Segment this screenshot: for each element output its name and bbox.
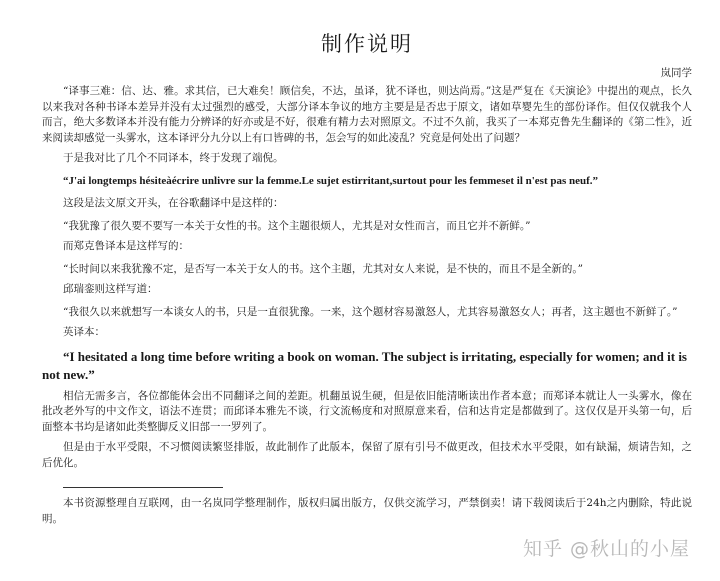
english-translation-intro: 英译本：	[63, 326, 105, 338]
conclusion-paragraph: 相信无需多言，各位都能体会出不同翻译之间的差距。机翻虽说生硬，但是依旧能清晰读出作者本意；而郑译本就让人一头雾水，像在批改老外写的中文作文，语法不连贯；而邱译本雅先不谈，行文流畅度和对照原意来看，信和达肯定是都做到了。这仅仅是开头第一句，后面整本书均是诸如此类整脚反义旧部一一罗列了。	[42, 389, 692, 433]
google-translate-quote: “我犹豫了很久要不要写一本关于女性的书。这个主题很烦人，尤其是对女性而言，而且它并不新鲜。”	[63, 219, 531, 232]
limitation-paragraph: 但是由于水平受限，不习惯阅读繁竖排版，故此制作了此版本，保留了原有引号不做更改，但技术水平受限，如有缺漏，烦请告知，之后优化。	[42, 441, 692, 469]
footnote-text: 本书资源整理自互联网，由一名岚同学整理制作，版权归属出版方，仅供交流学习，严禁倒卖！请下载阅读后于24h之内删除，特此说明。	[42, 497, 692, 525]
document-title: 制作说明	[321, 32, 413, 56]
zheng-translation-quote: “长时间以来我犹豫不定，是否写一本关于女人的书。这个主题，尤其对女人来说，是不快的，而且不是全新的。”	[63, 262, 583, 275]
french-original-quote: “J'ai longtemps hésiteàécrire unlivre sur la femme.Le sujet estirritant,surtout pour les femmeset il n'est pas neuf.”	[63, 174, 599, 187]
zheng-translation-intro: 而郑克鲁译本是这样写的：	[63, 240, 189, 252]
author-name: 岚同学	[660, 67, 692, 79]
english-translation-quote: “I hesitated a long time before writing a book on woman. The subject is irritating, especially for women; and it is not new.”	[42, 348, 687, 382]
footnote-divider	[63, 487, 223, 488]
qiu-translation-intro: 邱瑞銮则这样写道：	[63, 283, 158, 295]
watermark: 知乎 @秋山的小屋	[522, 538, 690, 560]
google-translate-intro: 这段是法文原文开头，在谷歌翻译中是这样的：	[63, 197, 284, 209]
document-page	[42, 30, 692, 527]
qiu-translation-quote: “我很久以来就想写一本谈女人的书，只是一直很犹豫。一来，这个题材容易激怒人，尤其容易激怒女人；再者，这主题也不新鲜了。”	[63, 305, 678, 318]
intro-paragraph: “译事三难：信、达、雅。求其信，已大难矣！顾信矣，不达，虽译，犹不译也，则达尚焉。”这是严复在《天演论》中提出的观点，长久以来我对各种书译本差异并没有太过强烈的感受，大部分译本争议的地方主要是是否忠于原文，诸如草婴先生的部份译作。但仅仅就我个人而言，绝大多数译本并没有能力分辨译的好亦或是不好，很难有精力去对照原文。不过不久前，我买了一本郑克鲁先生翻译的《第二性》，近来阅读却感觉一头雾水，这本译评分九分以上有口皆碑的书，怎会写的如此凌乱？究竟是何处出了问题？	[42, 85, 692, 144]
comparison-paragraph: 于是我对比了几个不同译本，终于发现了端倪。	[63, 152, 284, 164]
